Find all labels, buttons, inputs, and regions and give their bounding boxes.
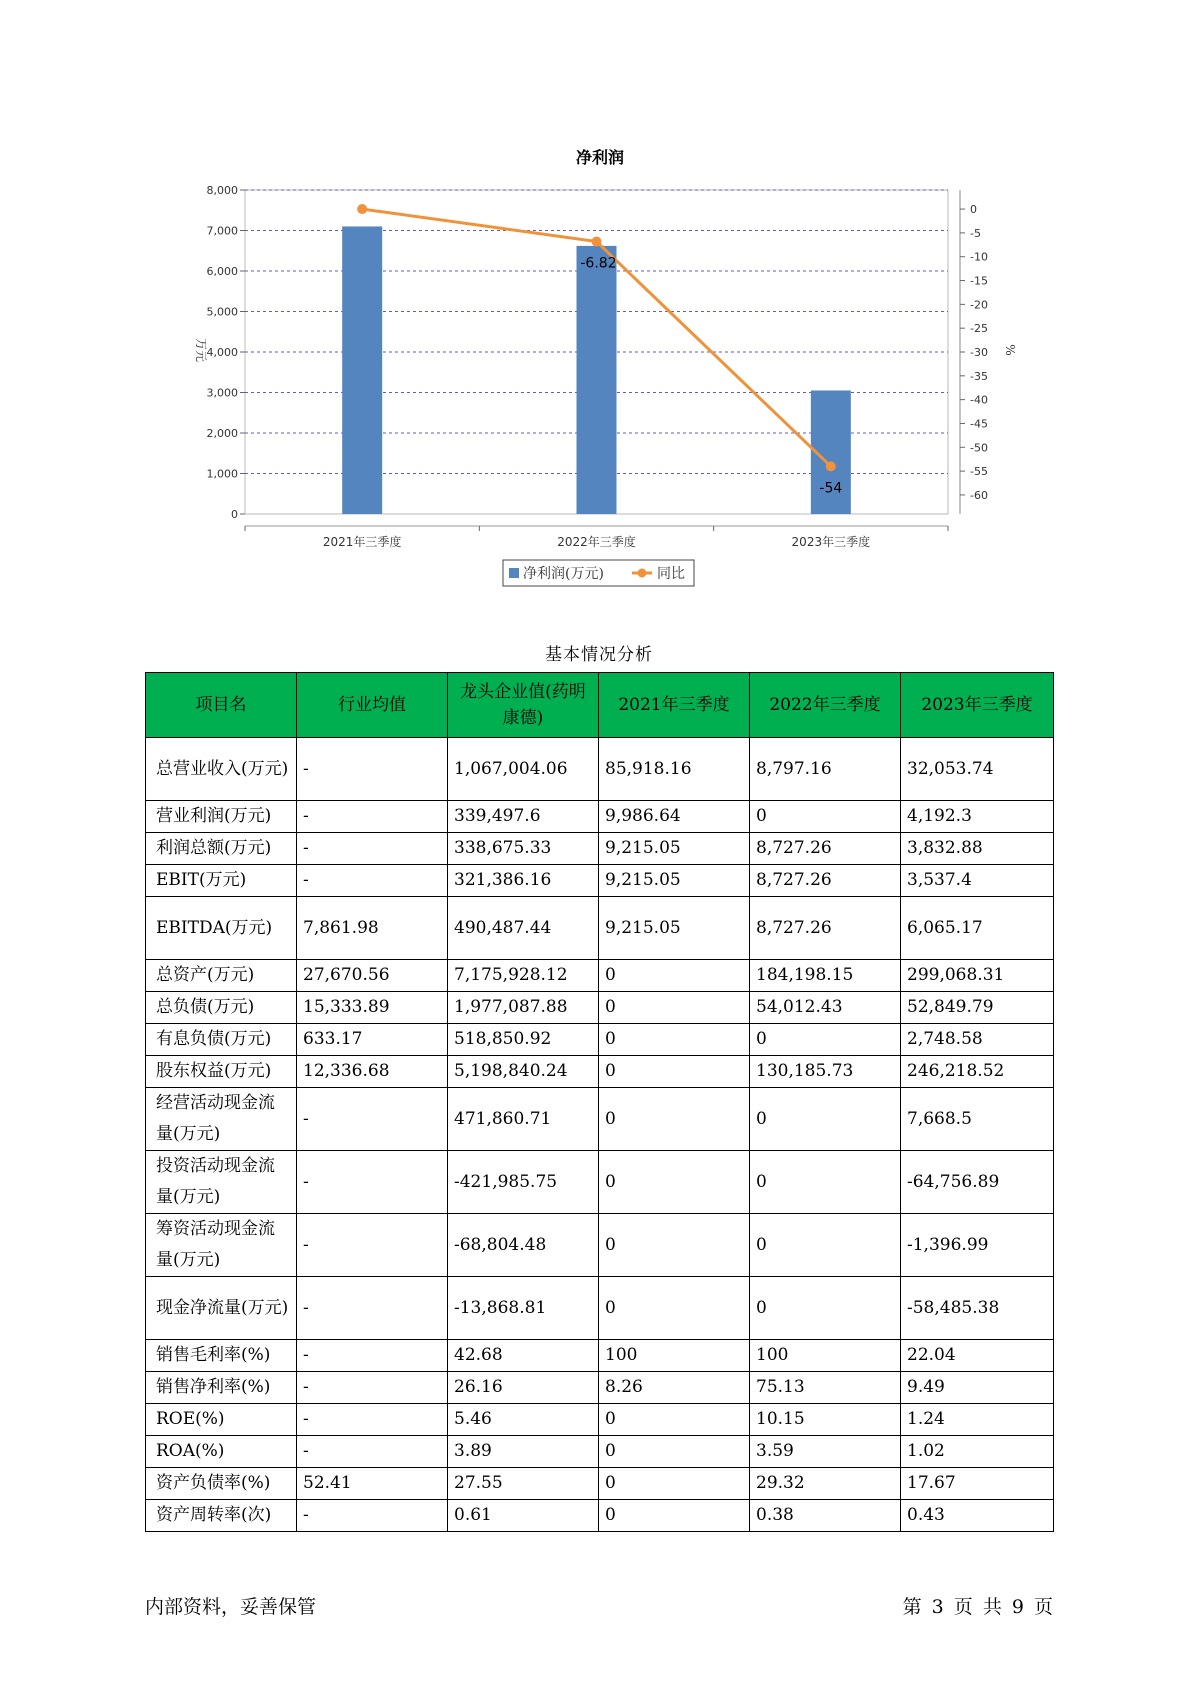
row-label: 投资活动现金流量(万元) [146,1151,297,1214]
table-cell: 32,053.74 [901,738,1054,801]
table-cell: 130,185.73 [750,1056,901,1088]
table-cell: - [297,1277,448,1340]
table-row [146,865,1054,897]
table-cell: 0 [599,1088,750,1151]
table-cell: 1.24 [901,1404,1054,1436]
yoy-point-label: -54 [819,480,843,497]
table-cell: 27,670.56 [297,960,448,992]
table-row [146,1214,1054,1277]
table-cell: 0 [599,1500,750,1532]
table-cell: 0 [599,992,750,1024]
row-label: 资产负债率(%) [146,1468,297,1500]
table-cell: 100 [750,1340,901,1372]
y-tick-label: 1,000 [206,467,238,481]
table-cell: 0.61 [448,1500,599,1532]
yoy-point [357,204,367,214]
table-cell: 1,977,087.88 [448,992,599,1024]
table-cell: 3,537.4 [901,865,1054,897]
table-row [146,738,1054,801]
footer-page-number: 第 3 页 共 9 页 [902,1596,1053,1618]
table-cell: 633.17 [297,1024,448,1056]
table-cell: 2,748.58 [901,1024,1054,1056]
footer-confidential-note: 内部资料，妥善保管 [145,1596,317,1618]
row-label: 销售净利率(%) [146,1372,297,1404]
table-cell: 7,861.98 [297,897,448,960]
table-cell: 0 [599,1024,750,1056]
row-label: ROA(%) [146,1436,297,1468]
table-cell: - [297,1404,448,1436]
table-row [146,1468,1054,1500]
chart-legend [503,560,694,586]
net-profit-bar [577,246,617,514]
y2-tick-label: -30 [970,346,988,359]
x-tick-label: 2021年三季度 [322,535,402,549]
table-row [146,1404,1054,1436]
table-cell: - [297,1214,448,1277]
table-row [146,1056,1054,1088]
table-row [146,897,1054,960]
table-cell: 52,849.79 [901,992,1054,1024]
table-cell: 0 [599,960,750,992]
table-cell: 75.13 [750,1372,901,1404]
legend-bar-label: 净利润(万元) [523,566,604,582]
table-row [146,1151,1054,1214]
table-cell: 8,727.26 [750,833,901,865]
table-cell: -68,804.48 [448,1214,599,1277]
table-cell: 0 [599,1468,750,1500]
table-cell: 0 [750,801,901,833]
y2-tick-label: -35 [970,369,988,383]
row-label: 筹资活动现金流量(万元) [146,1214,297,1277]
table-cell: 1,067,004.06 [448,738,599,801]
y2-tick-label: -10 [970,250,988,264]
row-label: 销售毛利率(%) [146,1340,297,1372]
y2-tick-label: -25 [970,322,988,336]
table-cell: 490,487.44 [448,897,599,960]
table-cell: 0 [750,1024,901,1056]
x-tick-label: 2023年三季度 [791,535,871,549]
table-cell: 0 [750,1151,901,1214]
y2-tick-label: -60 [970,488,988,502]
table-cell: - [297,1372,448,1404]
row-label: 总资产(万元) [146,960,297,992]
yoy-point-label: -6.82 [580,255,617,272]
table-cell: 3.89 [448,1436,599,1468]
table-cell: 29.32 [750,1468,901,1500]
row-label: 总负债(万元) [146,992,297,1024]
table-cell: 6,065.17 [901,897,1054,960]
table-cell: 321,386.16 [448,865,599,897]
table-cell: -1,396.99 [901,1214,1054,1277]
table-cell: 0 [599,1404,750,1436]
table-cell: 0 [750,1277,901,1340]
row-label: 利润总额(万元) [146,833,297,865]
table-cell: - [297,833,448,865]
table-cell: 299,068.31 [901,960,1054,992]
table-cell: 8.26 [599,1372,750,1404]
table-row [146,1372,1054,1404]
y-tick-label: 0 [231,508,238,521]
y-tick-label: 3,000 [206,386,238,400]
row-label: 有息负债(万元) [146,1024,297,1056]
table-cell: 9.49 [901,1372,1054,1404]
table-cell: 42.68 [448,1340,599,1372]
table-cell: -421,985.75 [448,1151,599,1214]
net-profit-bar [342,226,382,514]
row-label: EBIT(万元) [146,865,297,897]
table-cell: 8,727.26 [750,865,901,897]
table-cell: 54,012.43 [750,992,901,1024]
table-cell: -58,485.38 [901,1277,1054,1340]
table-cell: 0 [750,1214,901,1277]
table-cell: - [297,1340,448,1372]
y2-tick-label: -50 [970,441,988,455]
table-cell: 1.02 [901,1436,1054,1468]
table-cell: 246,218.52 [901,1056,1054,1088]
y-axis-label: 万元 [194,337,208,363]
table-cell: - [297,865,448,897]
table-header-cell: 项目名 [146,673,297,738]
table-cell: - [297,1436,448,1468]
y2-tick-label: -55 [970,465,988,479]
table-cell: 9,215.05 [599,833,750,865]
y2-tick-label: -45 [970,417,988,431]
table-row [146,1088,1054,1151]
table-row [146,1024,1054,1056]
table-cell: 3,832.88 [901,833,1054,865]
table-header-cell: 2021年三季度 [599,673,750,738]
table-cell: 22.04 [901,1340,1054,1372]
table-cell: 52.41 [297,1468,448,1500]
table-cell: 0 [750,1088,901,1151]
table-cell: 27.55 [448,1468,599,1500]
table-cell: - [297,1500,448,1532]
y2-tick-label: -15 [970,274,988,288]
table-cell: 5.46 [448,1404,599,1436]
y-tick-label: 6,000 [206,265,238,278]
table-cell: 9,215.05 [599,897,750,960]
table-row [146,1277,1054,1340]
table-row [146,1500,1054,1532]
chart-title: 净利润 [575,148,625,167]
table-cell: 0.38 [750,1500,901,1532]
table-cell: - [297,1088,448,1151]
y-tick-label: 5,000 [206,305,238,319]
table-cell: 0 [599,1151,750,1214]
table-cell: 9,215.05 [599,865,750,897]
table-cell: 7,175,928.12 [448,960,599,992]
table-cell: 7,668.5 [901,1088,1054,1151]
table-cell: - [297,738,448,801]
table-cell: 17.67 [901,1468,1054,1500]
table-cell: 8,797.16 [750,738,901,801]
table-row [146,1436,1054,1468]
table-cell: 4,192.3 [901,801,1054,833]
table-cell: -64,756.89 [901,1151,1054,1214]
table-cell: 10.15 [750,1404,901,1436]
table-cell: 471,860.71 [448,1088,599,1151]
table-cell: 85,918.16 [599,738,750,801]
y2-tick-label: -20 [970,298,988,312]
table-cell: 0.43 [901,1500,1054,1532]
table-header-cell: 2023年三季度 [901,673,1054,738]
net-profit-chart [0,0,1191,600]
row-label: 现金净流量(万元) [146,1277,297,1340]
table-caption: 基本情况分析 [545,645,653,665]
row-label: 经营活动现金流量(万元) [146,1088,297,1151]
yoy-point [826,461,836,471]
table-cell: 0 [599,1056,750,1088]
table-cell: 0 [599,1436,750,1468]
row-label: 总营业收入(万元) [146,738,297,801]
table-row [146,960,1054,992]
row-label: 股东权益(万元) [146,1056,297,1088]
table-header-cell: 龙头企业值(药明康德) [448,673,599,738]
table-cell: 8,727.26 [750,897,901,960]
y-tick-label: 7,000 [206,224,238,238]
row-label: ROE(%) [146,1404,297,1436]
table-cell: 3.59 [750,1436,901,1468]
table-cell: - [297,1151,448,1214]
table-row [146,1340,1054,1372]
table-cell: 5,198,840.24 [448,1056,599,1088]
row-label: EBITDA(万元) [146,897,297,960]
y-tick-label: 4,000 [206,346,238,359]
basic-analysis-table [145,672,1054,1532]
x-tick-label: 2022年三季度 [557,535,636,549]
table-header-cell: 2022年三季度 [750,673,901,738]
legend-bar-swatch [509,568,519,578]
table-header-row [146,673,1054,738]
legend-line-marker [638,569,647,578]
y2-tick-label: -5 [970,226,981,240]
legend-line-label: 同比 [657,566,685,582]
table-cell: 26.16 [448,1372,599,1404]
y-tick-label: 8,000 [206,184,238,197]
y2-axis-label: % [1003,344,1017,356]
table-row [146,992,1054,1024]
table-cell: 0 [599,1214,750,1277]
yoy-point [592,237,602,247]
table-cell: 15,333.89 [297,992,448,1024]
table-cell: 518,850.92 [448,1024,599,1056]
table-cell: 184,198.15 [750,960,901,992]
table-cell: 0 [599,1277,750,1340]
table-cell: 100 [599,1340,750,1372]
row-label: 资产周转率(次) [146,1500,297,1532]
table-cell: -13,868.81 [448,1277,599,1340]
y2-tick-label: 0 [970,203,977,217]
table-cell: 338,675.33 [448,833,599,865]
table-cell: 339,497.6 [448,801,599,833]
y-tick-label: 2,000 [206,427,238,440]
table-cell: 9,986.64 [599,801,750,833]
table-row [146,801,1054,833]
table-cell: - [297,801,448,833]
table-header-cell: 行业均值 [297,673,448,738]
table-row [146,833,1054,865]
y2-tick-label: -40 [970,393,988,407]
table-cell: 12,336.68 [297,1056,448,1088]
row-label: 营业利润(万元) [146,801,297,833]
